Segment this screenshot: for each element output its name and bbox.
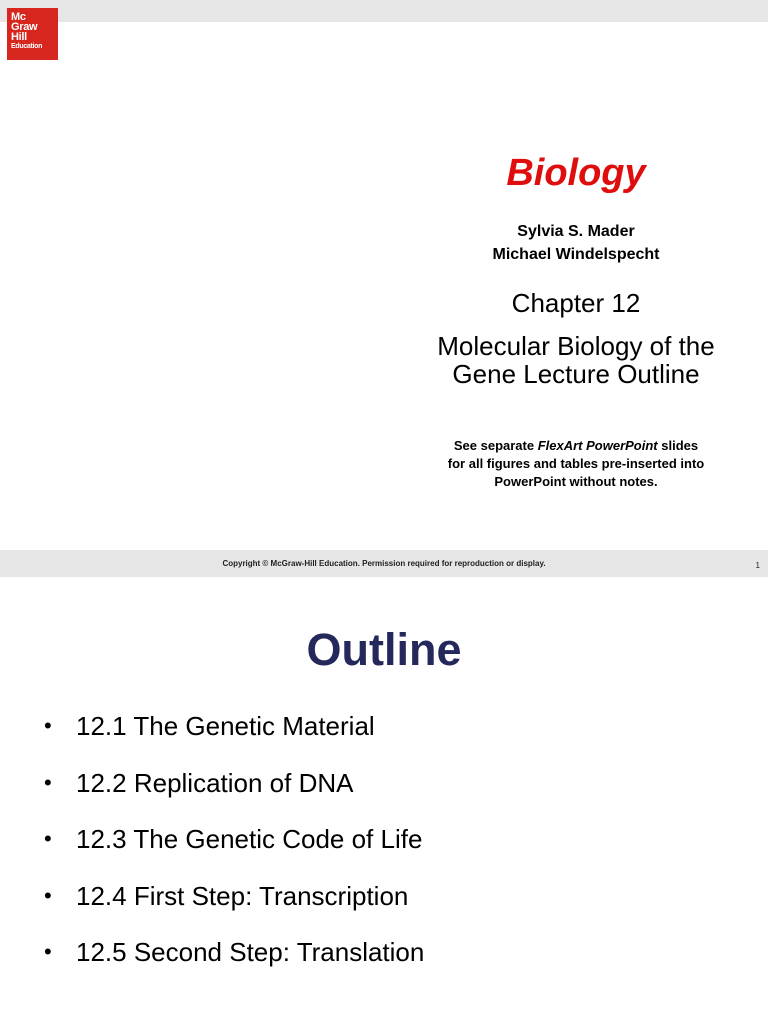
note-line-1 [386,437,766,455]
note-text: See separate [453,438,538,453]
list-item-text: 12.4 First Step: Transcription [76,880,409,911]
chapter-number: Chapter 12 [511,288,641,318]
logo-line: Hill [11,31,27,43]
logo-line: Mc [11,11,26,23]
mcgraw-hill-logo [7,8,58,60]
copyright-notice: Copyright © McGraw-Hill Education. Permission required for reproduction or display. [222,559,546,568]
list-item-text: 12.2 Replication of DNA [76,767,354,798]
note-emphasis: FlexArt PowerPoint [537,438,658,453]
bullet-icon: • [44,826,52,851]
list-item-text: 12.3 The Genetic Code of Life [76,824,423,854]
bullet-icon: • [44,939,52,964]
logo-line: Education [11,43,43,50]
outline-slide [0,577,768,1024]
top-bar [0,0,768,22]
authors [386,220,766,266]
logo-line: Graw [11,21,38,33]
author-name: Michael Windelspecht [492,246,660,263]
list-item-text: 12.5 Second Step: Translation [76,937,425,967]
slide-footer [0,550,768,577]
note-text: slides [657,438,699,453]
book-title: Biology [506,152,646,194]
note-line-3: PowerPoint without notes. [494,474,658,489]
bullet-icon: • [44,882,52,908]
bullet-icon: • [44,769,52,795]
flexart-note [386,437,766,491]
chapter-title [386,332,766,388]
list-item-text: 12.1 The Genetic Material [76,711,375,741]
chapter-title-line: Gene Lecture Outline [452,359,700,389]
chapter-title-line: Molecular Biology of the [437,331,715,361]
page-number: 1 [755,561,760,570]
outline-title: Outline [306,624,462,675]
note-line-2: for all figures and tables pre-inserted into [447,456,705,471]
author-name: Sylvia S. Mader [517,223,635,240]
bullet-icon: • [44,713,52,738]
